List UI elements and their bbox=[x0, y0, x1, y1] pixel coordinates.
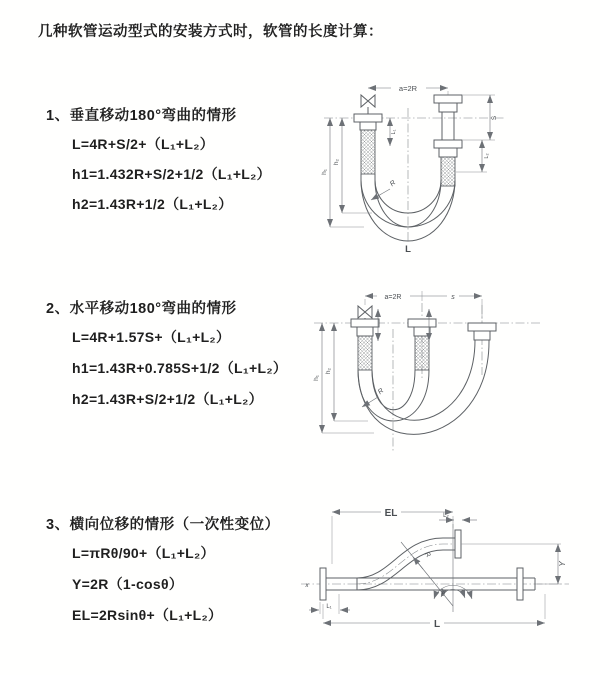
dimension-s bbox=[463, 95, 498, 140]
section-3-heading: 3、横向位移的情形（一次性变位） bbox=[46, 517, 280, 533]
section-3-formula-Y: Y=2R（1-cosθ） bbox=[72, 576, 184, 592]
svg-text:EL: EL bbox=[384, 508, 398, 519]
left-flange bbox=[351, 319, 379, 370]
dimension-l1 bbox=[309, 594, 350, 614]
dimension-l1 bbox=[390, 118, 397, 146]
diagram-horizontal-180-bend bbox=[308, 283, 548, 461]
svg-text:L₂: L₂ bbox=[484, 153, 490, 159]
svg-text:S: S bbox=[491, 115, 498, 121]
angle-label: θ bbox=[441, 591, 445, 598]
section-1-formula-h1: h1=1.432R+S/2+1/2（L₁+L₂） bbox=[72, 166, 271, 182]
svg-text:Y: Y bbox=[558, 561, 567, 567]
svg-text:L₁: L₁ bbox=[391, 129, 397, 135]
valve-icon bbox=[361, 95, 375, 114]
svg-text:L₂: L₂ bbox=[443, 513, 449, 519]
right-flange-moved bbox=[468, 323, 496, 340]
svg-text:L₁: L₁ bbox=[326, 604, 332, 610]
section-1-formula-L: L=4R+S/2+（L₁+L₂） bbox=[72, 136, 215, 152]
svg-text:a=2R: a=2R bbox=[384, 294, 402, 301]
svg-text:h₂: h₂ bbox=[325, 367, 332, 375]
right-flange-lower bbox=[434, 140, 462, 157]
svg-text:R: R bbox=[388, 179, 398, 189]
radius-label: R bbox=[422, 550, 432, 560]
left-flange bbox=[354, 114, 382, 130]
diagram-vertical-180-bend bbox=[298, 68, 522, 260]
axis-mark: x bbox=[305, 582, 309, 589]
right-hose-braid bbox=[441, 157, 455, 186]
dimension-l2 bbox=[439, 513, 477, 520]
dimension-span-and-travel bbox=[365, 291, 482, 319]
svg-text:a=2R: a=2R bbox=[398, 84, 418, 93]
section-3-formula-EL: EL=2Rsinθ+（L₁+L₂） bbox=[72, 607, 223, 623]
section-1-heading: 1、垂直移动180°弯曲的情形 bbox=[46, 108, 237, 124]
valve-icon bbox=[358, 306, 372, 319]
dimension-h1 bbox=[321, 118, 364, 227]
svg-text:L: L bbox=[433, 619, 441, 630]
svg-text:h₂: h₂ bbox=[333, 158, 340, 166]
length-label: L bbox=[405, 244, 411, 255]
right-flange-upper bbox=[434, 95, 462, 112]
left-hose-braid bbox=[361, 130, 375, 174]
page-title: 几种软管运动型式的安装方式时，软管的长度计算： bbox=[38, 24, 383, 40]
svg-text:R: R bbox=[376, 387, 386, 397]
svg-text:s: s bbox=[451, 294, 455, 301]
section-2-heading: 2、水平移动180°弯曲的情形 bbox=[46, 301, 237, 317]
dimension-el bbox=[332, 505, 453, 564]
section-2-formula-L: L=4R+1.57S+（L₁+L₂） bbox=[72, 329, 231, 345]
svg-text:h₁: h₁ bbox=[321, 169, 328, 175]
section-2-formula-h1: h1=1.43R+0.785S+1/2（L₁+L₂） bbox=[72, 360, 288, 376]
section-2-formula-h2: h2=1.43R+S/2+1/2（L₁+L₂） bbox=[72, 391, 263, 407]
diagram-lateral-displacement bbox=[293, 498, 585, 643]
svg-text:h₁: h₁ bbox=[313, 375, 320, 381]
section-3-formula-L: L=πRθ/90+（L₁+L₂） bbox=[72, 545, 215, 561]
middle-flange bbox=[408, 319, 436, 370]
section-1-formula-h2: h2=1.43R+1/2（L₁+L₂） bbox=[72, 196, 233, 212]
dimension-l bbox=[323, 594, 545, 630]
u-hose-position-1 bbox=[358, 370, 429, 421]
